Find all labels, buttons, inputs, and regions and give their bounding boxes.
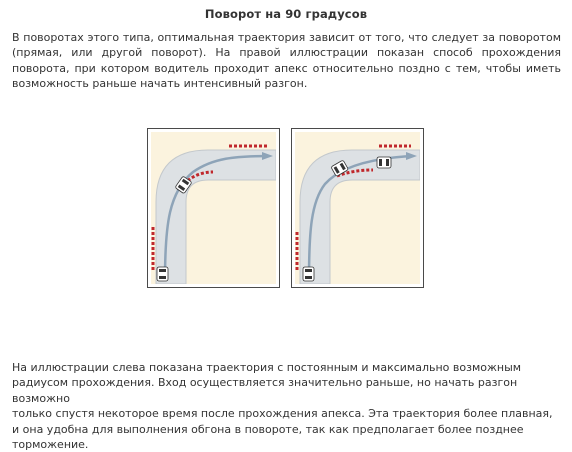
outro-line: только спустя некоторое время после прохождения апекса. Эта траектория более плавная, xyxy=(12,407,553,421)
corner-diagram-left xyxy=(151,132,276,284)
outro-line: На иллюстрации слева показана траектория с постоянным и максимально возможным xyxy=(12,361,522,374)
car-icon xyxy=(157,267,168,281)
outro-line: и она удобна для выполнения обгона в повороте, так как предполагает более позднее xyxy=(12,422,524,436)
car-icon xyxy=(377,157,391,168)
article-title: Поворот на 90 градусов xyxy=(204,7,368,21)
car-icon xyxy=(303,267,314,281)
illustration-constant-radius xyxy=(147,128,280,288)
outro-paragraph xyxy=(12,360,561,452)
illustration-late-apex xyxy=(291,128,424,288)
intro-paragraph: В поворотах этого типа, оптимальная траектория зависит от того, что следует за поворотом (прямая, или другой поворот). На правой иллюстрации показан способ прохождения поворота, при котором водитель проходит апекс относительно поздно с тем, чтобы иметь возможность раньше начать интенсивный разгон. xyxy=(12,31,561,91)
outro-line: торможение. xyxy=(12,438,89,452)
outro-line: радиусом прохождения. Вход осуществляется значительно раньше, но начать разгон возможно xyxy=(12,376,518,405)
corner-diagram-right xyxy=(295,132,420,284)
